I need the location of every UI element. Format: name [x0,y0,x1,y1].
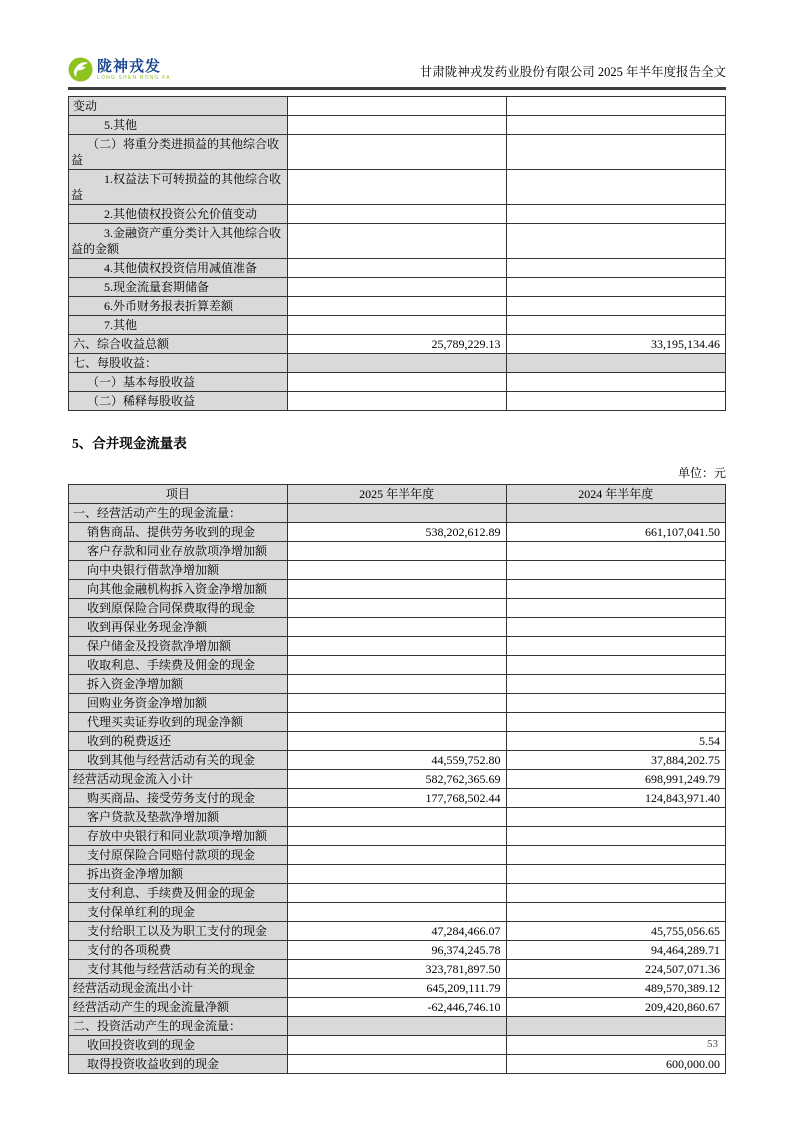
page-number: 53 [707,1038,718,1050]
value-2024: 661,107,041.50 [506,523,725,542]
value-2024 [506,170,725,205]
table-row [69,1036,726,1055]
section-title: 5、合并现金流量表 [72,436,187,451]
table-row [69,561,726,580]
row-label: 七、每股收益： [69,354,288,373]
row-label: 收到其他与经营活动有关的现金 [69,751,288,770]
value-2024: 489,570,389.12 [506,979,725,998]
value-2024 [506,97,725,116]
table-row [69,827,726,846]
row-label: 7.其他 [69,316,288,335]
row-label: 经营活动现金流出小计 [69,979,288,998]
row-label: 一、经营活动产生的现金流量： [69,504,288,523]
value-2024 [506,903,725,922]
value-2024 [506,259,725,278]
table-row [69,316,726,335]
page-header [68,48,726,82]
value-2025 [287,373,506,392]
value-2025 [287,1055,506,1074]
value-2024 [506,205,725,224]
row-label: 变动 [69,97,288,116]
row-label: 支付保单红利的现金 [69,903,288,922]
value-2024: 600,000.00 [506,1055,725,1074]
value-2025: 177,768,502.44 [287,789,506,808]
table-row [69,116,726,135]
value-2024 [506,1036,725,1055]
row-label: 6.外币财务报表折算差额 [69,297,288,316]
row-label: 代理买卖证券收到的现金净额 [69,713,288,732]
value-2025 [287,170,506,205]
value-2024 [506,865,725,884]
table-row [69,789,726,808]
row-label: 拆入资金净增加额 [69,675,288,694]
value-2024 [506,656,725,675]
row-label: 收取利息、手续费及佣金的现金 [69,656,288,675]
table-row [69,903,726,922]
logo-icon [68,57,93,82]
cash-flow-table [68,484,726,1074]
table-row [69,392,726,411]
table-row [69,205,726,224]
value-2024 [506,808,725,827]
table-row [69,170,726,205]
value-2025 [287,694,506,713]
value-2024 [506,846,725,865]
value-2024 [506,316,725,335]
row-label: 1.权益法下可转损益的其他综合收益 [69,170,288,205]
company-logo [68,57,171,82]
row-label: 向其他金融机构拆入资金净增加额 [69,580,288,599]
table-row [69,373,726,392]
table-row [69,504,726,523]
value-2025 [287,903,506,922]
row-label: 向中央银行借款净增加额 [69,561,288,580]
table-row [69,523,726,542]
value-2024 [506,1017,725,1036]
row-label: （二）稀释每股收益 [69,392,288,411]
value-2024 [506,580,725,599]
value-2025 [287,504,506,523]
table-row [69,865,726,884]
value-2024: 33,195,134.46 [506,335,725,354]
value-2025 [287,713,506,732]
value-2025 [287,561,506,580]
value-2025 [287,884,506,903]
value-2025 [287,580,506,599]
value-2024: 209,420,860.67 [506,998,725,1017]
row-label: 经营活动产生的现金流量净额 [69,998,288,1017]
value-2024: 94,464,289.71 [506,941,725,960]
table-row [69,278,726,297]
value-2024 [506,827,725,846]
value-2024 [506,354,725,373]
value-2025 [287,732,506,751]
row-label: 5.其他 [69,116,288,135]
value-2025: 538,202,612.89 [287,523,506,542]
row-label: 购买商品、接受劳务支付的现金 [69,789,288,808]
value-2025 [287,392,506,411]
value-2025 [287,278,506,297]
value-2024 [506,599,725,618]
row-label: 4.其他债权投资信用减值准备 [69,259,288,278]
table-row [69,259,726,278]
value-2025 [287,97,506,116]
table-row [69,542,726,561]
value-2025: -62,446,746.10 [287,998,506,1017]
table-row [69,751,726,770]
table-row [69,732,726,751]
value-2025 [287,259,506,278]
table-row [69,979,726,998]
value-2025 [287,827,506,846]
value-2025 [287,542,506,561]
row-label: 客户贷款及垫款净增加额 [69,808,288,827]
value-2025: 96,374,245.78 [287,941,506,960]
table-row [69,998,726,1017]
comprehensive-income-table [68,96,726,411]
table-row [69,599,726,618]
row-label: 2.其他债权投资公允价值变动 [69,205,288,224]
row-label: 收到的税费返还 [69,732,288,751]
value-2025: 323,781,897.50 [287,960,506,979]
table-row [69,637,726,656]
table-row [69,770,726,789]
logo-chinese-name: 陇神戎发 [97,57,162,75]
value-2025 [287,618,506,637]
value-2025 [287,354,506,373]
value-2025 [287,656,506,675]
table-row [69,846,726,865]
value-2024: 5.54 [506,732,725,751]
header-2024: 2024 年半年度 [506,485,725,504]
value-2024: 45,755,056.65 [506,922,725,941]
value-2024 [506,135,725,170]
table-row [69,922,726,941]
table-row [69,713,726,732]
row-label: 3.金融资产重分类计入其他综合收益的金额 [69,224,288,259]
value-2025 [287,846,506,865]
document-title: 甘肃陇神戎发药业股份有限公司 2025 年半年度报告全文 [419,65,726,79]
table-row [69,941,726,960]
row-label: 支付给职工以及为职工支付的现金 [69,922,288,941]
unit-note: 单位：元 [677,466,726,480]
row-label: （二）将重分类进损益的其他综合收益 [69,135,288,170]
value-2024: 698,991,249.79 [506,770,725,789]
value-2024 [506,224,725,259]
row-label: 支付原保险合同赔付款项的现金 [69,846,288,865]
value-2025 [287,316,506,335]
table-row [69,354,726,373]
value-2025 [287,637,506,656]
value-2025 [287,599,506,618]
table-row [69,1055,726,1074]
header-divider [68,87,726,90]
row-label: 二、投资活动产生的现金流量： [69,1017,288,1036]
row-label: 存放中央银行和同业款项净增加额 [69,827,288,846]
value-2024 [506,297,725,316]
table-row [69,335,726,354]
header-item: 项目 [69,485,288,504]
value-2025 [287,116,506,135]
value-2025 [287,135,506,170]
value-2024 [506,637,725,656]
value-2025 [287,224,506,259]
value-2025 [287,808,506,827]
value-2024: 224,507,071.36 [506,960,725,979]
header-2025: 2025 年半年度 [287,485,506,504]
row-label: 拆出资金净增加额 [69,865,288,884]
table-row [69,580,726,599]
value-2024 [506,278,725,297]
row-label: 六、综合收益总额 [69,335,288,354]
table-row [69,808,726,827]
table-row [69,656,726,675]
row-label: 收回投资收到的现金 [69,1036,288,1055]
value-2025: 25,789,229.13 [287,335,506,354]
value-2024 [506,618,725,637]
value-2024: 124,843,971.40 [506,789,725,808]
value-2025: 645,209,111.79 [287,979,506,998]
value-2024 [506,694,725,713]
row-label: 回购业务资金净增加额 [69,694,288,713]
value-2024 [506,884,725,903]
table-row [69,884,726,903]
value-2024: 37,884,202.75 [506,751,725,770]
value-2024 [506,713,725,732]
value-2025 [287,297,506,316]
table-row [69,135,726,170]
row-label: 支付其他与经营活动有关的现金 [69,960,288,979]
value-2025 [287,675,506,694]
row-label: 收到再保业务现金净额 [69,618,288,637]
value-2024 [506,561,725,580]
value-2024 [506,504,725,523]
value-2025 [287,865,506,884]
row-label: 支付利息、手续费及佣金的现金 [69,884,288,903]
logo-english-name: LONG SHEN RONG FA [97,74,171,81]
table-row [69,960,726,979]
table-row [69,97,726,116]
logo-text [97,59,171,81]
value-2024 [506,392,725,411]
value-2024 [506,675,725,694]
table-row [69,224,726,259]
value-2025 [287,1017,506,1036]
table-row [69,618,726,637]
row-label: 收到原保险合同保费取得的现金 [69,599,288,618]
row-label: （一）基本每股收益 [69,373,288,392]
table-row [69,675,726,694]
value-2025 [287,1036,506,1055]
table-header-row [69,485,726,504]
row-label: 支付的各项税费 [69,941,288,960]
row-label: 5.现金流量套期储备 [69,278,288,297]
row-label: 销售商品、提供劳务收到的现金 [69,523,288,542]
value-2024 [506,542,725,561]
row-label: 客户存款和同业存放款项净增加额 [69,542,288,561]
row-label: 取得投资收益收到的现金 [69,1055,288,1074]
value-2024 [506,116,725,135]
value-2025 [287,205,506,224]
table-row [69,1017,726,1036]
table-row [69,694,726,713]
table-row [69,297,726,316]
row-label: 经营活动现金流入小计 [69,770,288,789]
value-2025: 44,559,752.80 [287,751,506,770]
row-label: 保户储金及投资款净增加额 [69,637,288,656]
value-2025: 47,284,466.07 [287,922,506,941]
value-2025: 582,762,365.69 [287,770,506,789]
value-2024 [506,373,725,392]
